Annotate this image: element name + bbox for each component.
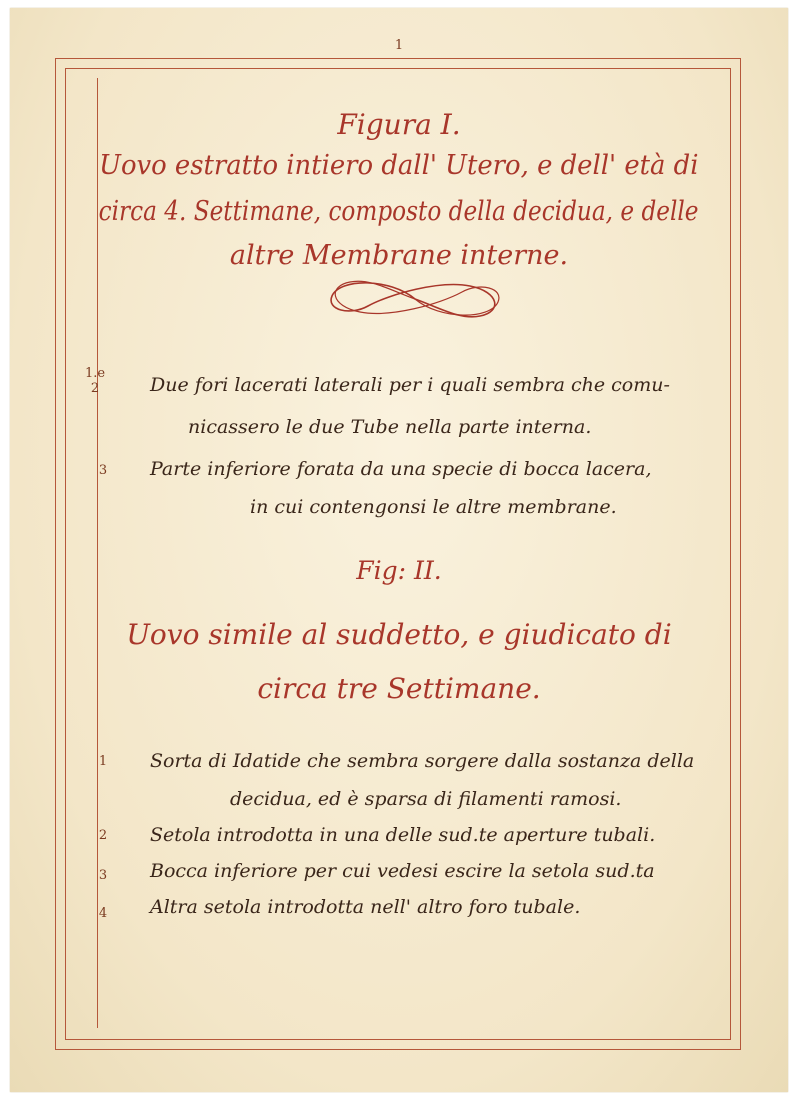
item-text-line: Setola introdotta in una delle sud.te aperture tubali. xyxy=(150,824,656,846)
item-number: 2 xyxy=(98,828,108,843)
item-number: 1.e 2 xyxy=(84,366,106,396)
figure1-subtitle-line: altre Membrane interne. xyxy=(229,240,569,271)
item-text-line: decidua, ed è sparsa di filamenti ramosi. xyxy=(230,788,622,810)
item-number: 1 xyxy=(98,754,108,769)
item-text-line: Bocca inferiore per cui vedesi escire la setola sud.ta xyxy=(150,860,655,882)
figure2-title: Fig: II. xyxy=(356,556,442,585)
item-text-line: nicassero le due Tube nella parte interna. xyxy=(188,416,592,438)
figure1-subtitle-line: Uovo estratto intiero dall' Utero, e dell' età di xyxy=(99,150,699,181)
item-text-line: in cui contengonsi le altre membrane. xyxy=(250,496,617,518)
item-text-line: Sorta di Idatide che sembra sorgere dalla sostanza della xyxy=(150,750,695,772)
item-text-line: Altra setola introdotta nell' altro foro tubale. xyxy=(150,896,581,918)
item-number: 4 xyxy=(98,906,108,921)
item-number: 3 xyxy=(98,868,108,883)
item-text-line: Due fori lacerati laterali per i quali sembra che comu- xyxy=(150,374,670,396)
page-number: 1 xyxy=(394,38,404,53)
calligraphic-flourish xyxy=(320,276,510,322)
item-text-line: Parte inferiore forata da una specie di bocca lacera, xyxy=(150,458,652,480)
figure1-subtitle-line: circa 4. Settimane, composto della decidua, e delle xyxy=(99,196,699,227)
figure2-subtitle-line: circa tre Settimane. xyxy=(257,672,541,705)
figure2-subtitle-line: Uovo simile al suddetto, e giudicato di xyxy=(126,618,672,651)
manuscript-page xyxy=(10,8,788,1092)
item-number: 3 xyxy=(98,463,108,478)
figure1-title: Figura I. xyxy=(337,108,461,141)
